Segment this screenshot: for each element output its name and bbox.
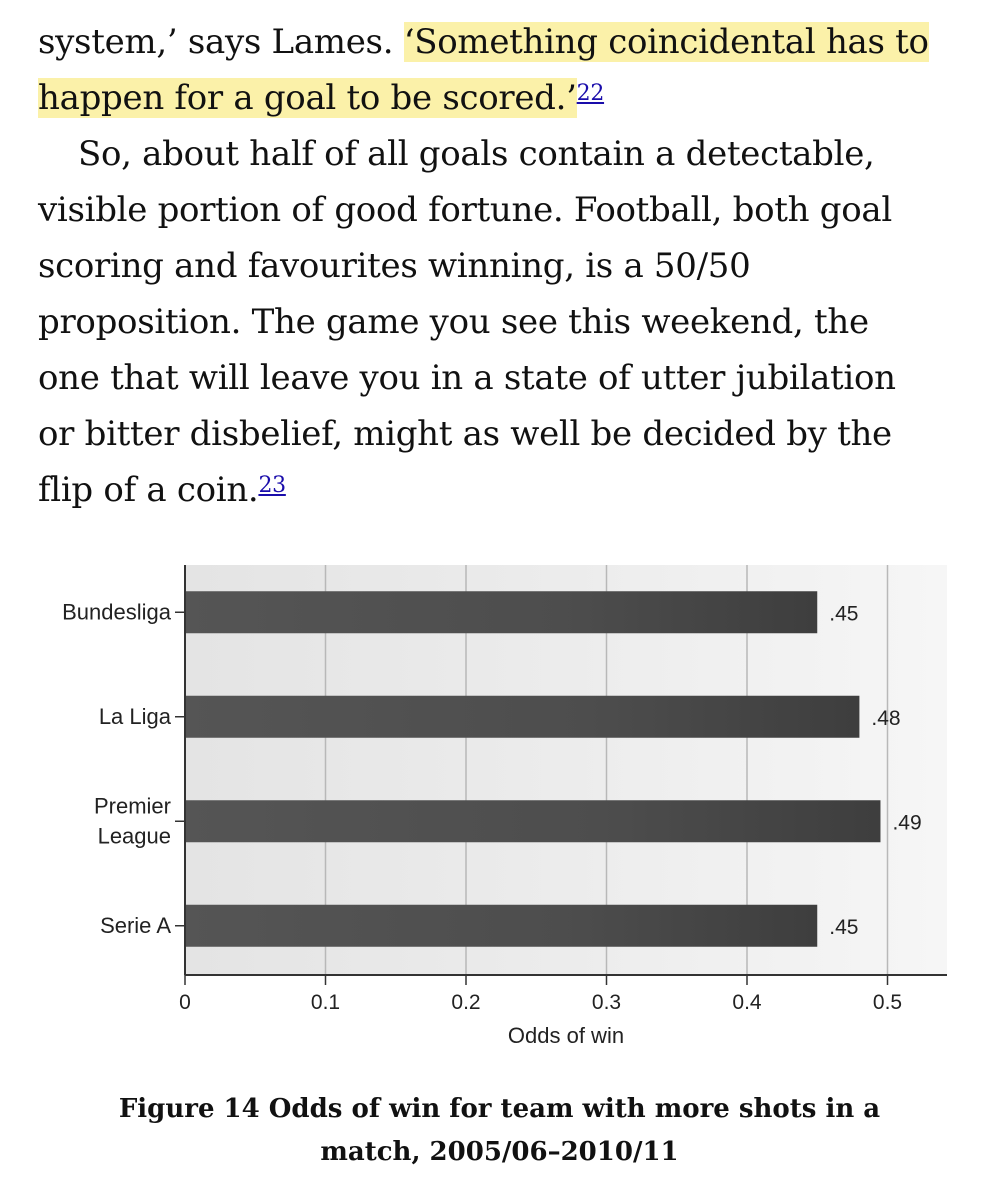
text-line-8: or bitter disbelief, might as well be decided by the (38, 414, 892, 454)
footnote-link-22[interactable]: 22 (576, 81, 605, 106)
text-line-6: proposition. The game you see this weekend, the (38, 302, 869, 342)
category-label-2-0: Premier (93, 793, 171, 819)
x-tick-label-4: 0.4 (732, 991, 762, 1014)
caption-line-2: match, 2005/06–2010/11 (320, 1137, 679, 1167)
x-tick-label-3: 0.3 (591, 991, 622, 1014)
text-line-7: one that will leave you in a state of utter jubilation (38, 358, 896, 398)
text-line-9 (38, 462, 978, 518)
data-label-3: .45 (829, 915, 859, 939)
data-label-1: .48 (871, 706, 901, 730)
text-line-2 (38, 70, 978, 126)
data-label-2: .49 (892, 811, 922, 835)
figure-caption (0, 1088, 999, 1174)
text-line-5: scoring and favourites winning, is a 50/50 (38, 246, 751, 286)
category-label-3-0: Serie A (100, 912, 171, 938)
highlighted-quote-end[interactable]: happen for a goal to be scored.’ (38, 78, 577, 118)
bar-1 (185, 696, 859, 738)
x-axis-title: Odds of win (507, 1023, 625, 1048)
bar-2 (185, 800, 880, 842)
x-tick-label-0: 0 (179, 991, 191, 1014)
category-label-2-1: League (97, 823, 171, 849)
data-label-0: .45 (829, 602, 859, 626)
bar-0 (185, 591, 817, 633)
highlighted-quote-start[interactable]: ‘Something coincidental has to (403, 22, 929, 62)
footnote-link-23[interactable]: 23 (258, 473, 286, 498)
category-label-0-0: Bundesliga (62, 599, 171, 625)
x-tick-label-5: 0.5 (872, 991, 903, 1014)
text-line-3: So, about half of all goals contain a detectable, (78, 134, 875, 174)
x-tick-label-2: 0.2 (451, 991, 481, 1014)
text-plain: system,’ says Lames. (38, 22, 404, 62)
category-label-1-0: La Liga (98, 703, 171, 729)
text-line-1 (38, 14, 978, 70)
bar-chart (0, 545, 999, 1065)
text-final: flip of a coin. (38, 470, 259, 510)
body-text (38, 14, 978, 518)
text-line-4: visible portion of good fortune. Football, both goal (38, 190, 892, 230)
caption-line-1: Figure 14 Odds of win for team with more shots in a (118, 1094, 881, 1124)
bar-3 (185, 905, 817, 947)
x-tick-label-1: 0.1 (310, 991, 341, 1014)
